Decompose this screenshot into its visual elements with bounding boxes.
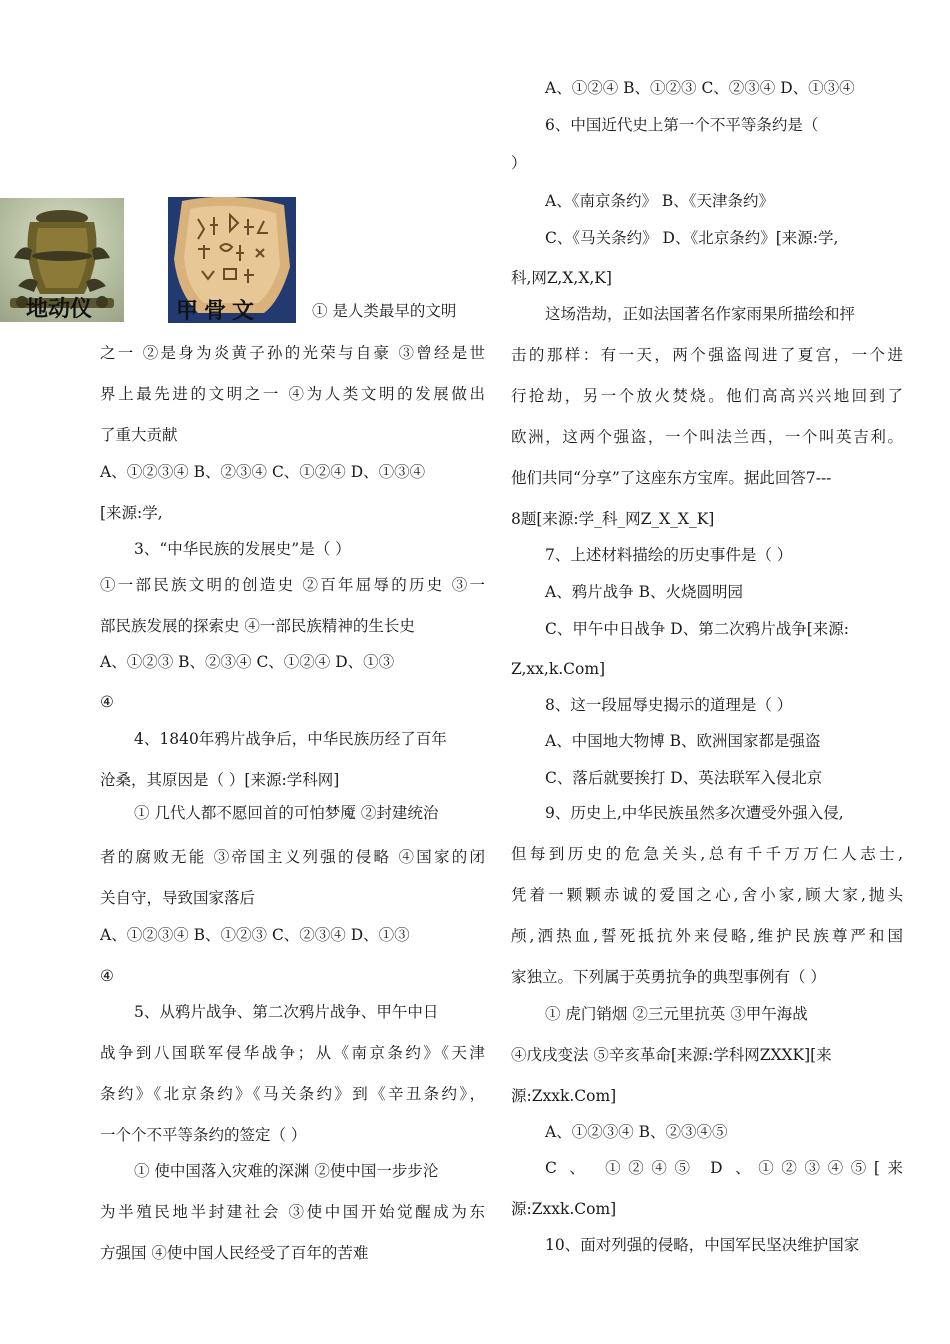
- text-line: ① 是人类最早的文明: [312, 302, 457, 320]
- text-line: 战争到八国联军侵华战争；从《南京条约》《天津: [100, 1044, 485, 1062]
- text-line: ① 使中国落入灾难的深渊 ②使中国一步步沦: [134, 1162, 439, 1180]
- seismograph-image: [0, 198, 124, 322]
- text-line: 部民族发展的探索史 ④一部民族精神的生长史: [100, 617, 415, 635]
- question-6: 6、中国近代史上第一个不平等条约是（: [545, 116, 819, 134]
- answer-options: C、甲午中日战争 D、第二次鸦片战争[来源:: [545, 620, 849, 638]
- text-line: 了重大贡献: [100, 426, 178, 444]
- oracle-bone-caption: 甲骨文: [176, 299, 261, 323]
- answer-options: A、鸦片战争 B、火烧圆明园: [545, 583, 744, 601]
- question-10: 10、面对列强的侵略，中国军民坚决维护国家: [545, 1236, 860, 1254]
- text-line: 沧桑，其原因是（ ）[来源:学科网]: [100, 771, 340, 789]
- text-line: ①一部民族文明的创造史 ②百年屈辱的历史 ③一: [100, 576, 485, 594]
- text-line: 击的那样：有一天，两个强盗闯进了夏宫，一个进: [511, 346, 903, 364]
- text-line: 界上最先进的文明之一 ④为人类文明的发展做出: [100, 385, 485, 403]
- answer-options: A、①②③④ B、①②③ C、②③④ D、①③: [100, 926, 410, 944]
- text-line: 但每到历史的危急关头,总有千千万万仁人志士,: [511, 845, 903, 863]
- answer-options: A、中国地大物博 B、欧洲国家都是强盗: [545, 732, 821, 750]
- answer-options: C、落后就要挨打 D、英法联军入侵北京: [545, 769, 823, 787]
- question-8: 8、这一段屈辱史揭示的道理是（ ）: [545, 696, 793, 714]
- source-note: [来源:学,: [100, 504, 163, 522]
- text-line: ）: [511, 154, 527, 172]
- answer-options: A、①②④ B、①②③ C、②③④ D、①③④: [545, 79, 855, 97]
- source-note: 科,网Z,X,X,K]: [511, 269, 612, 287]
- text-line: 者的腐败无能 ③帝国主义列强的侵略 ④国家的闭: [100, 848, 485, 866]
- text-line: 这场浩劫，正如法国著名作家雨果所描绘和抨: [545, 305, 856, 323]
- answer-options: C、《马关条约》 D、《北京条约》[来源:学,: [545, 229, 839, 247]
- question-9: 9、历史上,中华民族虽然多次遭受外强入侵,: [545, 804, 844, 822]
- question-4: 4、1840年鸦片战争后，中华民族历经了百年: [134, 730, 447, 748]
- answer-options: ④: [100, 693, 114, 711]
- text-line: 凭着一颗颗赤诚的爱国之心,舍小家,顾大家,抛头: [511, 886, 903, 904]
- text-line: 颅,洒热血,誓死抵抗外来侵略,维护民族尊严和国: [511, 927, 903, 945]
- source-note: Z,xx,k.Com]: [511, 660, 606, 678]
- source-note: 源:Zxxk.Com]: [511, 1087, 617, 1105]
- text-line: 家独立。下列属于英勇抗争的典型事例有（ ）: [511, 968, 826, 986]
- answer-options: A、①②③④ B、②③④⑤: [545, 1123, 728, 1141]
- answer-options: C 、 ①②④⑤ D 、①②③④⑤[来: [545, 1159, 903, 1177]
- text-line: ① 几代人都不愿回首的可怕梦魇 ②封建统治: [134, 804, 439, 822]
- text-line: 方强国 ④使中国人民经受了百年的苦难: [100, 1244, 369, 1262]
- question-3: 3、“中华民族的发展史”是（ ）: [134, 540, 351, 558]
- question-5: 5、从鸦片战争、第二次鸦片战争、甲午中日: [134, 1003, 439, 1021]
- question-7: 7、上述材料描绘的历史事件是（ ）: [545, 546, 793, 564]
- text-line: 为半殖民地半封建社会 ③使中国开始觉醒成为东: [100, 1203, 485, 1221]
- text-line: ① 虎门销烟 ②三元里抗英 ③甲午海战: [545, 1005, 808, 1023]
- oracle-bone-image: [168, 197, 296, 323]
- text-line: 他们共同“分享”了这座东方宝库。据此回答7---: [511, 469, 832, 487]
- answer-options: A、①②③④ B、②③④ C、①②④ D、①③④: [100, 463, 426, 481]
- answer-options: A、《南京条约》 B、《天津条约》: [545, 192, 775, 210]
- answer-options: ④: [100, 967, 114, 985]
- source-note: 源:Zxxk.Com]: [511, 1200, 617, 1218]
- text-line: 8题[来源:学_科_网Z_X_X_K]: [511, 510, 715, 528]
- text-line: ④戊戌变法 ⑤辛亥革命[来源:学科网ZXXK][来: [511, 1046, 832, 1064]
- text-line: 一个个不平等条约的签定（ ）: [100, 1126, 307, 1144]
- text-line: 关自守，导致国家落后: [100, 889, 256, 907]
- seismograph-caption: 地动仪: [26, 297, 93, 322]
- text-line: 欧洲，这两个强盗，一个叫法兰西，一个叫英吉利。: [511, 428, 903, 446]
- text-line: 行抢劫，另一个放火焚烧。他们高高兴兴地回到了: [511, 387, 903, 405]
- text-line: 之一 ②是身为炎黄子孙的光荣与自豪 ③曾经是世: [100, 344, 485, 362]
- text-line: 条约》《北京条约》《马关条约》到《辛丑条约》，: [100, 1085, 485, 1103]
- answer-options: A、①②③ B、②③④ C、①②④ D、①③: [100, 653, 395, 671]
